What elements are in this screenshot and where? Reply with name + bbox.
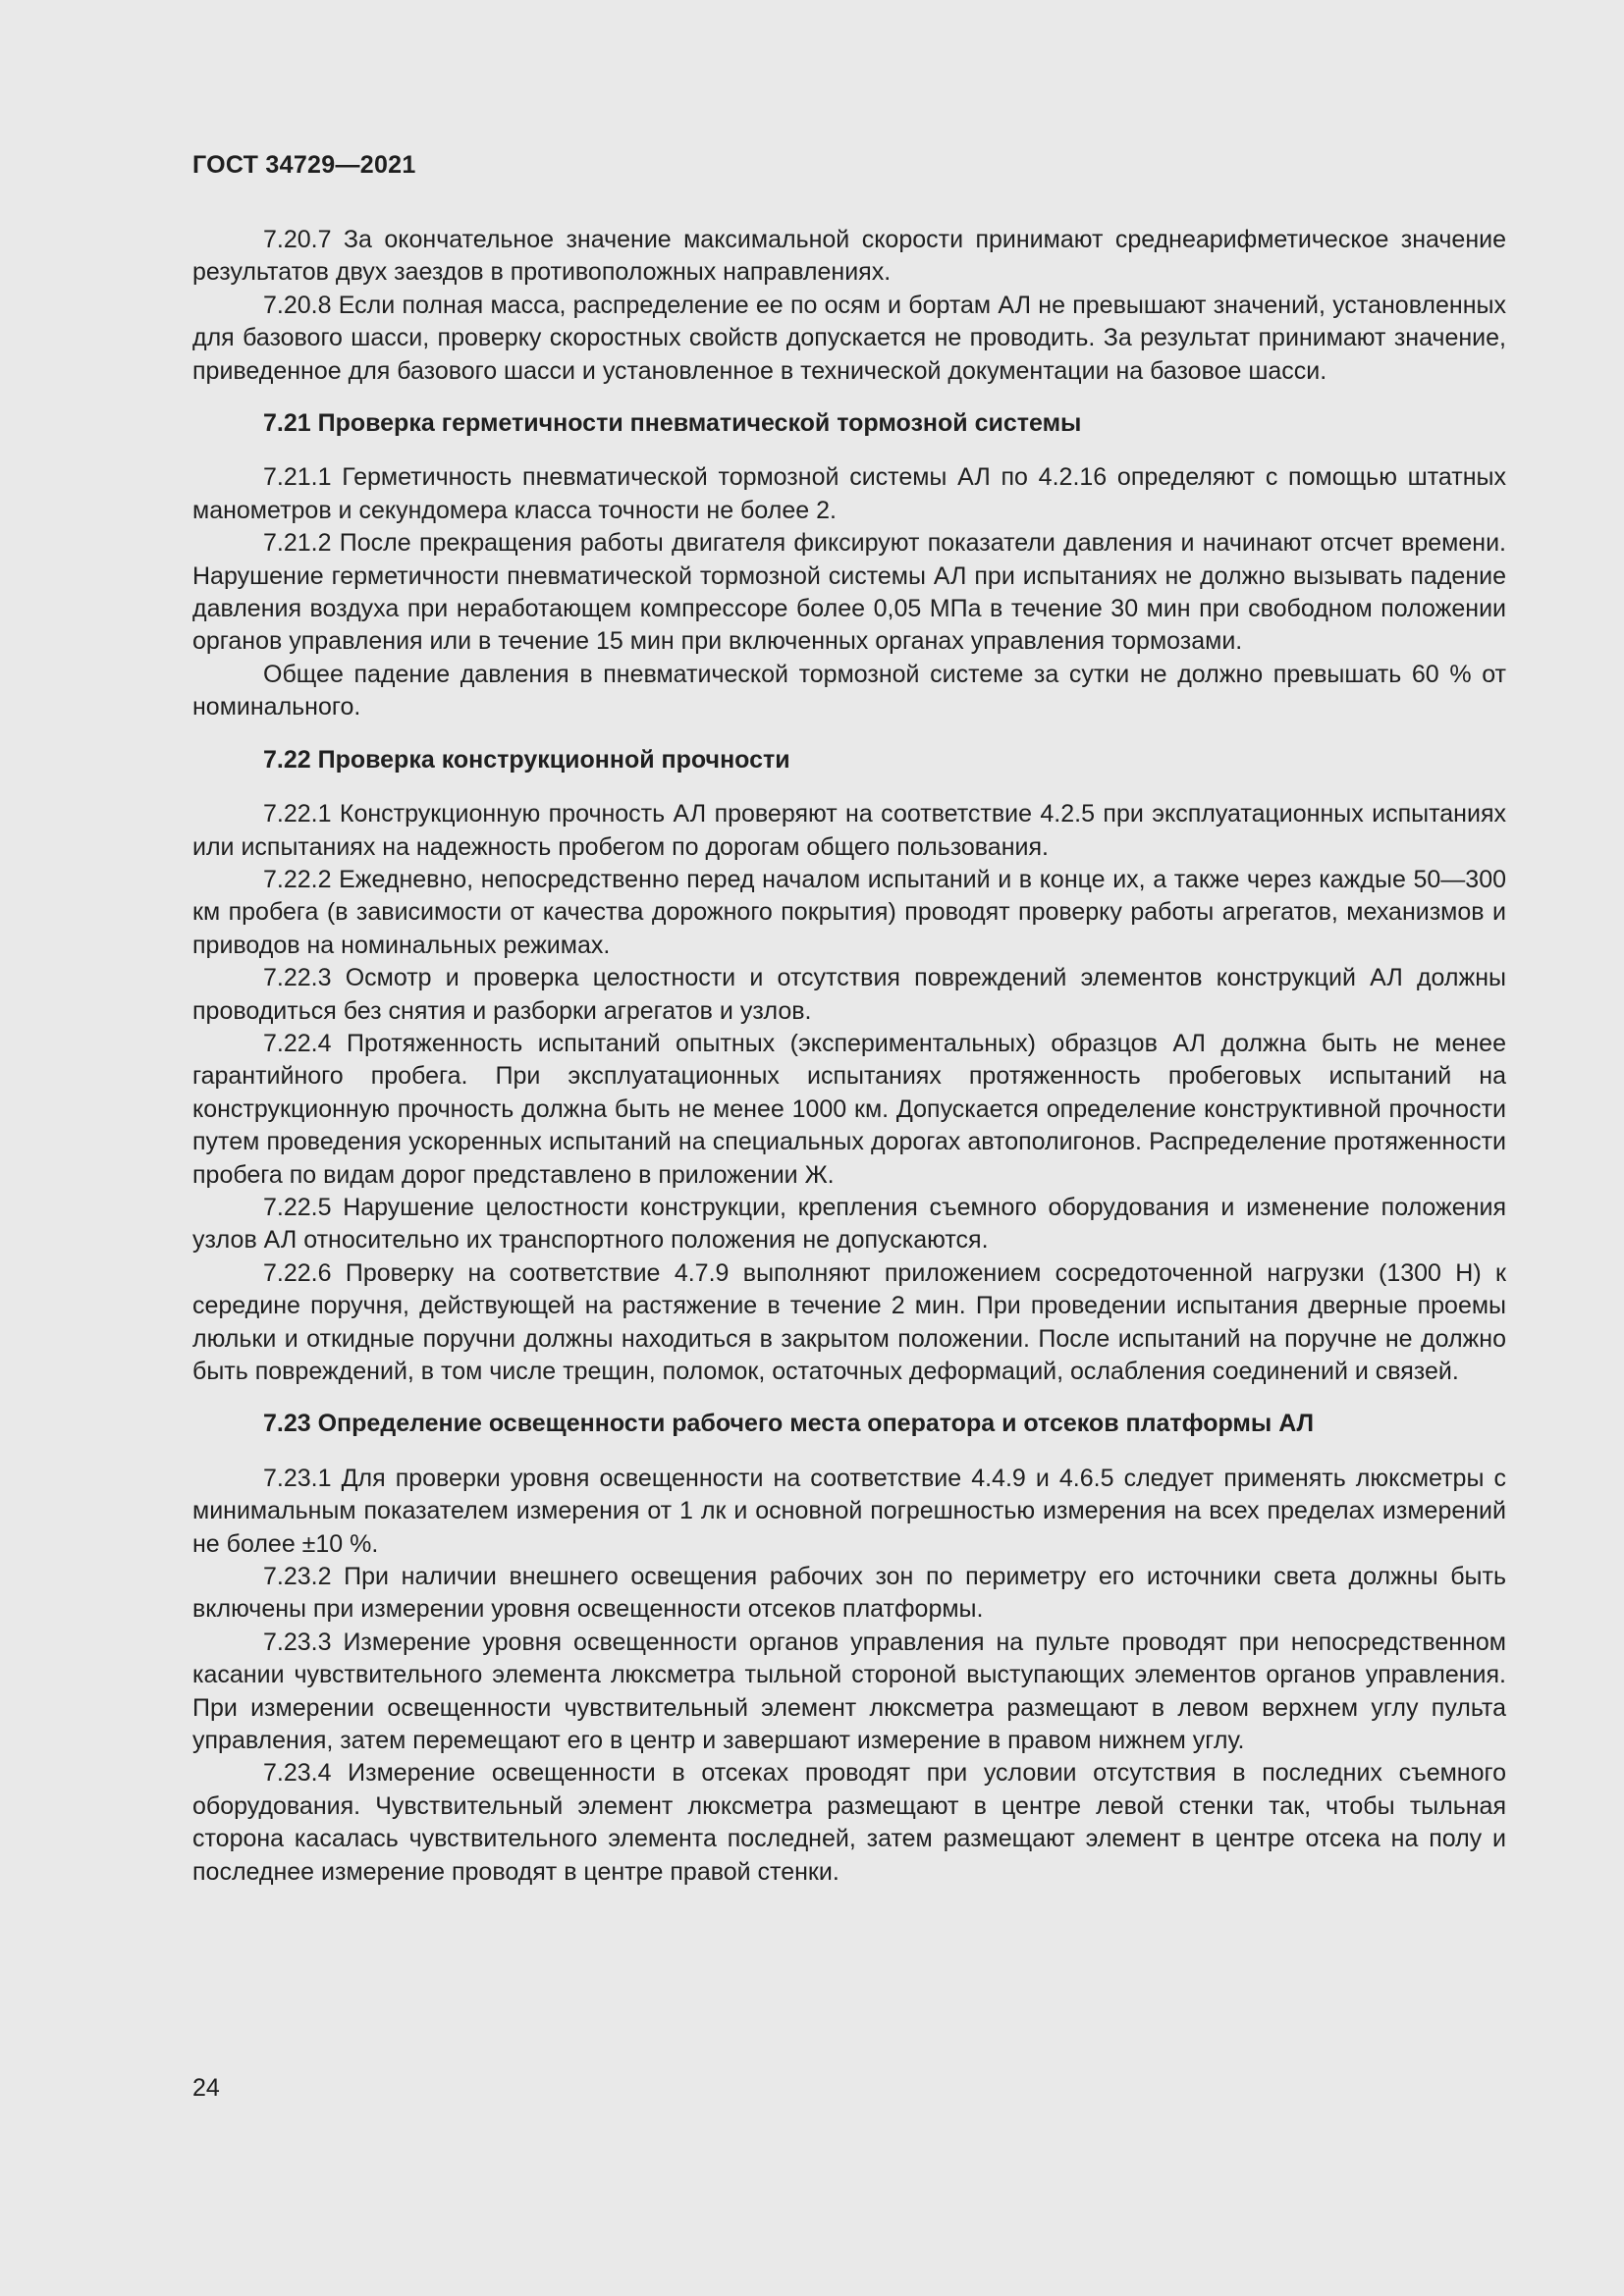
paragraph: Общее падение давления в пневматической тормозной системе за сутки не должно превышать 60 % от номинального. [192,660,1506,721]
paragraph: 7.22.2 Ежедневно, непосредственно перед началом испытаний и в конце их, а также через каждые 50—300 км пробега (в зависимости от качества дорожного покрытия) проводят проверку работы агрегатов, механизмов и приводов на номинальных режимах. [192,865,1506,959]
paragraph: 7.22.3 Осмотр и проверка целостности и отсутствия повреждений элементов конструкций АЛ должны проводиться без снятия и разборки агрегатов и узлов. [192,964,1506,1025]
paragraph: 7.23.3 Измерение уровня освещенности органов управления на пульте проводят при непосредственном касании чувствительного элемента люксметра тыльной стороной выступающих элементов органов управления. При измерении освещенности чувствительный элемент люксметра размещают в левом верхнем углу пульта управления, затем перемещают его в центр и завершают измерение в правом нижнем углу. [192,1628,1506,1755]
section-heading: 7.23 Определение освещенности рабочего места оператора и отсеков платформы АЛ [263,1410,1315,1438]
document-header: ГОСТ 34729—2021 [192,151,416,179]
paragraph: 7.22.6 Проверку на соответствие 4.7.9 выполняют приложением сосредоточенной нагрузки (1300 Н) к середине поручня, действующей на растяжение в течение 2 мин. При проведении испытания дверные проемы люльки и откидные поручни должны находиться в закрытом положении. После испытаний на поручне не должно быть повреждений, в том числе трещин, поломок, остаточных деформаций, ослабления соединений и связей. [192,1258,1506,1385]
document-body [192,224,1506,1889]
paragraph: 7.21.2 После прекращения работы двигателя фиксируют показатели давления и начинают отсчет времени. Нарушение герметичности пневматической тормозной системы АЛ при испытаниях не должно вызывать падение давления воздуха при неработающем компрессоре более 0,05 МПа в течение 30 мин при свободном положении органов управления или в течение 15 мин при включенных органах управления тормозами. [192,529,1506,656]
section-heading: 7.22 Проверка конструкционной прочности [263,745,790,774]
page-number: 24 [192,2074,220,2102]
paragraph: 7.22.1 Конструкционную прочность АЛ проверяют на соответствие 4.2.5 при эксплуатационных испытаниях или испытаниях на надежность пробегом по дорогам общего пользования. [192,800,1506,861]
paragraph: 7.23.4 Измерение освещенности в отсеках проводят при условии отсутствия в последних съемного оборудования. Чувствительный элемент люксметра размещают в центре левой стенки так, чтобы тыльная сторона касалась чувствительного элемента последней, затем размещают элемент в центре отсека на полу и последнее измерение проводят в центре правой стенки. [192,1759,1506,1886]
paragraph: 7.20.8 Если полная масса, распределение ее по осям и бортам АЛ не превышают значений, установленных для базового шасси, проверку скоростных свойств допускается не проводить. За результат принимают значение, приведенное для базового шасси и установленное в технической документации на базовое шасси. [192,291,1506,385]
paragraph: 7.22.5 Нарушение целостности конструкции, крепления съемного оборудования и изменение положения узлов АЛ относительно их транспортного положения не допускаются. [192,1193,1506,1255]
paragraph: 7.23.1 Для проверки уровня освещенности на соответствие 4.4.9 и 4.6.5 следует применять люксметры с минимальным показателем измерения от 1 лк и основной погрешностью измерения на всех пределах измерений не более ±10 %. [192,1464,1506,1558]
paragraph: 7.23.2 При наличии внешнего освещения рабочих зон по периметру его источники света должны быть включены при измерении уровня освещенности отсеков платформы. [192,1563,1506,1624]
paragraph: 7.21.1 Герметичность пневматической тормозной системы АЛ по 4.2.16 определяют с помощью штатных манометров и секундомера класса точности не более 2. [192,463,1506,524]
paragraph: 7.22.4 Протяженность испытаний опытных (экспериментальных) образцов АЛ должна быть не менее гарантийного пробега. При эксплуатационных испытаниях протяженность пробеговых испытаний на конструкционную прочность должна быть не менее 1000 км. Допускается определение конструктивной прочности путем проведения ускоренных испытаний на специальных дорогах автополигонов. Распределение протяженности пробега по видам дорог представлено в приложении Ж. [192,1029,1506,1189]
section-heading: 7.21 Проверка герметичности пневматической тормозной системы [263,409,1082,438]
paragraph: 7.20.7 За окончательное значение максимальной скорости принимают среднеарифметическое значение результатов двух заездов в противоположных направлениях. [192,226,1506,287]
